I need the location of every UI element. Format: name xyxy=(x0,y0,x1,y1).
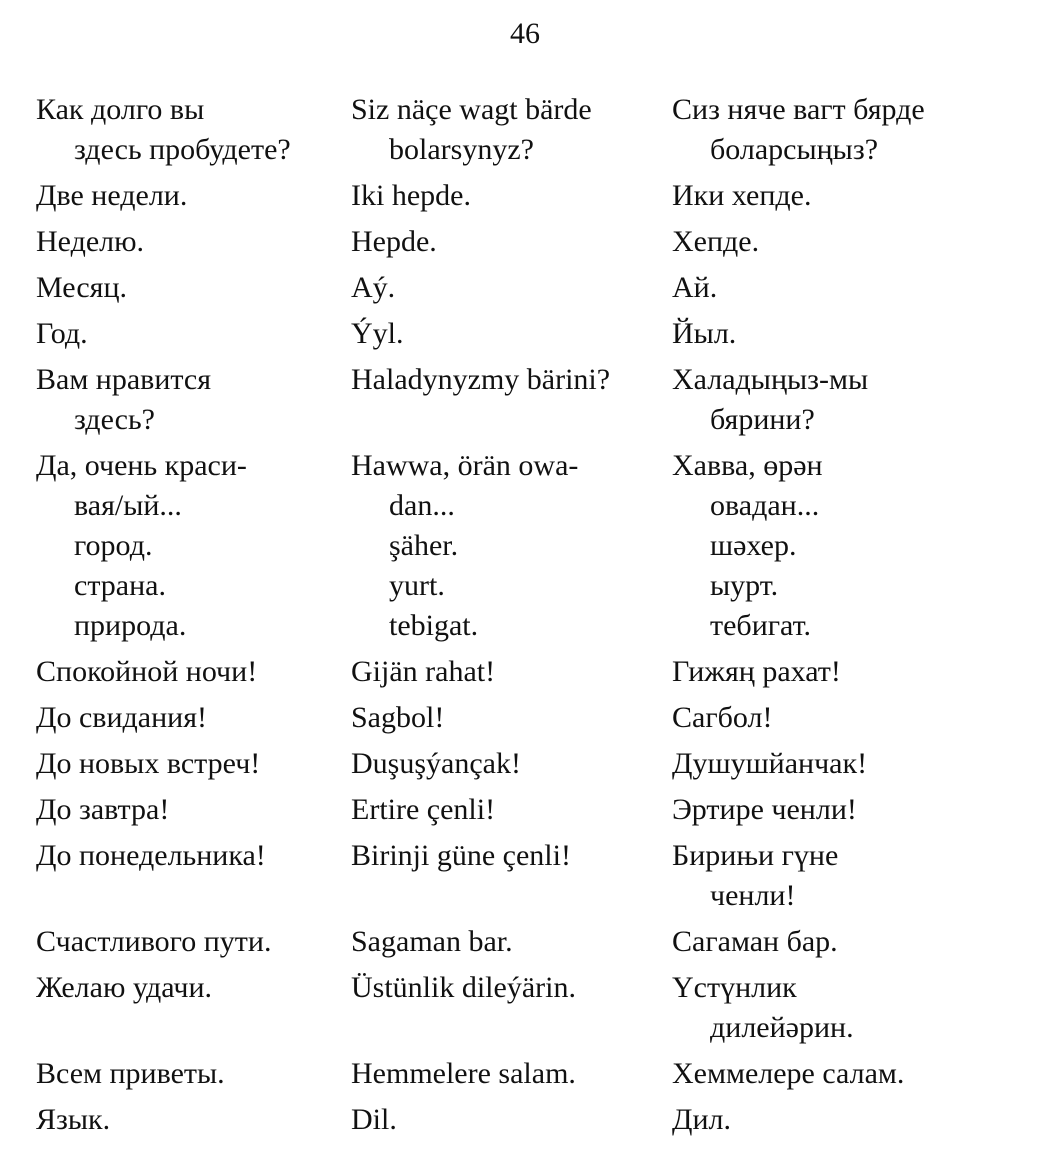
phrase-line: tebigat. xyxy=(389,609,479,642)
phrase-line: Iki hepde. xyxy=(351,179,471,212)
phrase-line: Үстүнлик xyxy=(672,971,797,1004)
phrase-line: ыурт. xyxy=(710,569,779,602)
phrase-line: Дил. xyxy=(672,1103,731,1136)
turkmen-latin-phrase xyxy=(351,968,672,1008)
turkmen-latin-phrase xyxy=(351,222,672,262)
phrasebook-table xyxy=(36,90,1036,1146)
phrase-row xyxy=(36,268,1036,308)
phrase-row xyxy=(36,744,1036,784)
phrase-line: Да, очень краси- xyxy=(36,449,247,482)
phrase-line: Hepde. xyxy=(351,225,437,258)
russian-phrase xyxy=(36,1054,351,1094)
turkmen-cyrillic-phrase xyxy=(672,968,1032,1048)
turkmen-latin-phrase xyxy=(351,314,672,354)
turkmen-cyrillic-phrase xyxy=(672,176,1032,216)
phrase-line: Спокойной ночи! xyxy=(36,655,258,688)
phrase-line: Aý. xyxy=(351,271,396,304)
phrase-row xyxy=(36,652,1036,692)
phrase-row xyxy=(36,922,1036,962)
phrase-line: Желаю удачи. xyxy=(36,971,213,1004)
phrase-line: Haladynyzmy bärini? xyxy=(351,363,611,396)
phrase-line: Две недели. xyxy=(36,179,188,212)
russian-phrase xyxy=(36,176,351,216)
phrase-row xyxy=(36,1054,1036,1094)
turkmen-cyrillic-phrase xyxy=(672,314,1032,354)
phrase-row xyxy=(36,314,1036,354)
phrase-line: Üstünlik dileýärin. xyxy=(351,971,576,1004)
turkmen-cyrillic-phrase xyxy=(672,922,1032,962)
phrase-line: Sagbol! xyxy=(351,701,445,734)
russian-phrase xyxy=(36,836,351,876)
turkmen-cyrillic-phrase xyxy=(672,698,1032,738)
turkmen-cyrillic-phrase xyxy=(672,360,1032,440)
russian-phrase xyxy=(36,446,351,646)
russian-phrase xyxy=(36,968,351,1008)
phrase-line: Неделю. xyxy=(36,225,145,258)
phrase-line: Gijän rahat! xyxy=(351,655,496,688)
turkmen-cyrillic-phrase xyxy=(672,790,1032,830)
phrase-line: Ýyl. xyxy=(351,317,404,350)
turkmen-cyrillic-phrase xyxy=(672,222,1032,262)
page-number: 46 xyxy=(510,17,540,50)
turkmen-latin-phrase xyxy=(351,922,672,962)
phrase-line: Бирињи гүне xyxy=(672,839,839,872)
phrase-row xyxy=(36,176,1036,216)
phrase-line: Хеммелере салам. xyxy=(672,1057,905,1090)
turkmen-cyrillic-phrase xyxy=(672,446,1032,646)
turkmen-latin-phrase xyxy=(351,652,672,692)
phrase-line: Duşuşýançak! xyxy=(351,747,521,780)
turkmen-cyrillic-phrase xyxy=(672,836,1032,916)
turkmen-latin-phrase xyxy=(351,836,672,876)
phrase-line: До понедельника! xyxy=(36,839,266,872)
phrase-line: Сагбол! xyxy=(672,701,773,734)
phrase-row xyxy=(36,222,1036,262)
russian-phrase xyxy=(36,222,351,262)
phrase-line: Эртире ченли! xyxy=(672,793,857,826)
phrase-line: Душушйанчак! xyxy=(672,747,868,780)
turkmen-latin-phrase xyxy=(351,176,672,216)
phrase-line: До завтра! xyxy=(36,793,170,826)
phrase-line: ченли! xyxy=(710,879,796,912)
phrase-line: Месяц. xyxy=(36,271,128,304)
russian-phrase xyxy=(36,698,351,738)
turkmen-cyrillic-phrase xyxy=(672,90,1032,170)
russian-phrase xyxy=(36,790,351,830)
phrase-line: Hemmelere salam. xyxy=(351,1057,576,1090)
phrase-line: Ай. xyxy=(672,271,718,304)
phrase-line: природа. xyxy=(74,609,187,642)
phrase-line: До свидания! xyxy=(36,701,207,734)
russian-phrase xyxy=(36,1100,351,1140)
phrase-line: тебигат. xyxy=(710,609,811,642)
phrase-line: bolarsynyz? xyxy=(389,133,534,166)
phrase-line: Хавва, өрән xyxy=(672,449,823,482)
russian-phrase xyxy=(36,744,351,784)
phrase-line: Сиз нячe вагт бярде xyxy=(672,93,925,126)
phrase-line: Как долго вы xyxy=(36,93,205,126)
turkmen-cyrillic-phrase xyxy=(672,268,1032,308)
phrase-line: Йыл. xyxy=(672,317,737,350)
phrase-line: Год. xyxy=(36,317,88,350)
phrase-line: шәхер. xyxy=(710,529,797,562)
phrase-line: yurt. xyxy=(389,569,445,602)
phrase-line: страна. xyxy=(74,569,166,602)
phrase-line: Ertire çenli! xyxy=(351,793,496,826)
turkmen-latin-phrase xyxy=(351,698,672,738)
phrase-line: Ики хепде. xyxy=(672,179,812,212)
turkmen-cyrillic-phrase xyxy=(672,1054,1032,1094)
phrase-line: город. xyxy=(74,529,153,562)
turkmen-latin-phrase xyxy=(351,268,672,308)
turkmen-cyrillic-phrase xyxy=(672,744,1032,784)
phrase-line: Birinji güne çenli! xyxy=(351,839,571,872)
phrase-line: дилейәрин. xyxy=(710,1011,854,1044)
phrase-line: здесь? xyxy=(74,403,155,436)
turkmen-latin-phrase xyxy=(351,790,672,830)
phrase-line: Язык. xyxy=(36,1103,111,1136)
phrase-line: Хепде. xyxy=(672,225,760,258)
phrase-line: Siz näçe wagt bärde xyxy=(351,93,592,126)
phrase-line: вая/ый... xyxy=(74,489,182,522)
phrase-line: şäher. xyxy=(389,529,459,562)
phrase-line: бярини? xyxy=(710,403,815,436)
phrase-row xyxy=(36,836,1036,916)
turkmen-cyrillic-phrase xyxy=(672,652,1032,692)
russian-phrase xyxy=(36,652,351,692)
russian-phrase xyxy=(36,922,351,962)
phrase-line: Халадыңыз-мы xyxy=(672,363,869,396)
phrase-row xyxy=(36,360,1036,440)
turkmen-latin-phrase xyxy=(351,90,672,170)
phrase-row xyxy=(36,790,1036,830)
turkmen-latin-phrase xyxy=(351,744,672,784)
phrase-line: Сагаман бар. xyxy=(672,925,838,958)
phrase-row xyxy=(36,446,1036,646)
russian-phrase xyxy=(36,360,351,440)
russian-phrase xyxy=(36,90,351,170)
phrase-line: здесь пробудете? xyxy=(74,133,291,166)
turkmen-latin-phrase xyxy=(351,360,672,400)
phrase-line: Dil. xyxy=(351,1103,397,1136)
phrase-line: Счастливого пути. xyxy=(36,925,272,958)
turkmen-latin-phrase xyxy=(351,446,672,646)
phrase-row xyxy=(36,698,1036,738)
phrase-row xyxy=(36,968,1036,1048)
phrase-line: Гижяң рахат! xyxy=(672,655,841,688)
phrase-line: Вам нравится xyxy=(36,363,211,396)
phrase-line: Hawwa, örän owa- xyxy=(351,449,579,482)
phrase-line: боларсыңыз? xyxy=(710,133,879,166)
phrase-row xyxy=(36,90,1036,170)
phrase-line: dan... xyxy=(389,489,455,522)
russian-phrase xyxy=(36,268,351,308)
phrase-line: Всем приветы. xyxy=(36,1057,225,1090)
turkmen-latin-phrase xyxy=(351,1100,672,1140)
phrase-line: Sagaman bar. xyxy=(351,925,513,958)
phrase-line: До новых встреч! xyxy=(36,747,261,780)
phrase-row xyxy=(36,1100,1036,1140)
turkmen-cyrillic-phrase xyxy=(672,1100,1032,1140)
phrase-line: овадан... xyxy=(710,489,820,522)
russian-phrase xyxy=(36,314,351,354)
turkmen-latin-phrase xyxy=(351,1054,672,1094)
